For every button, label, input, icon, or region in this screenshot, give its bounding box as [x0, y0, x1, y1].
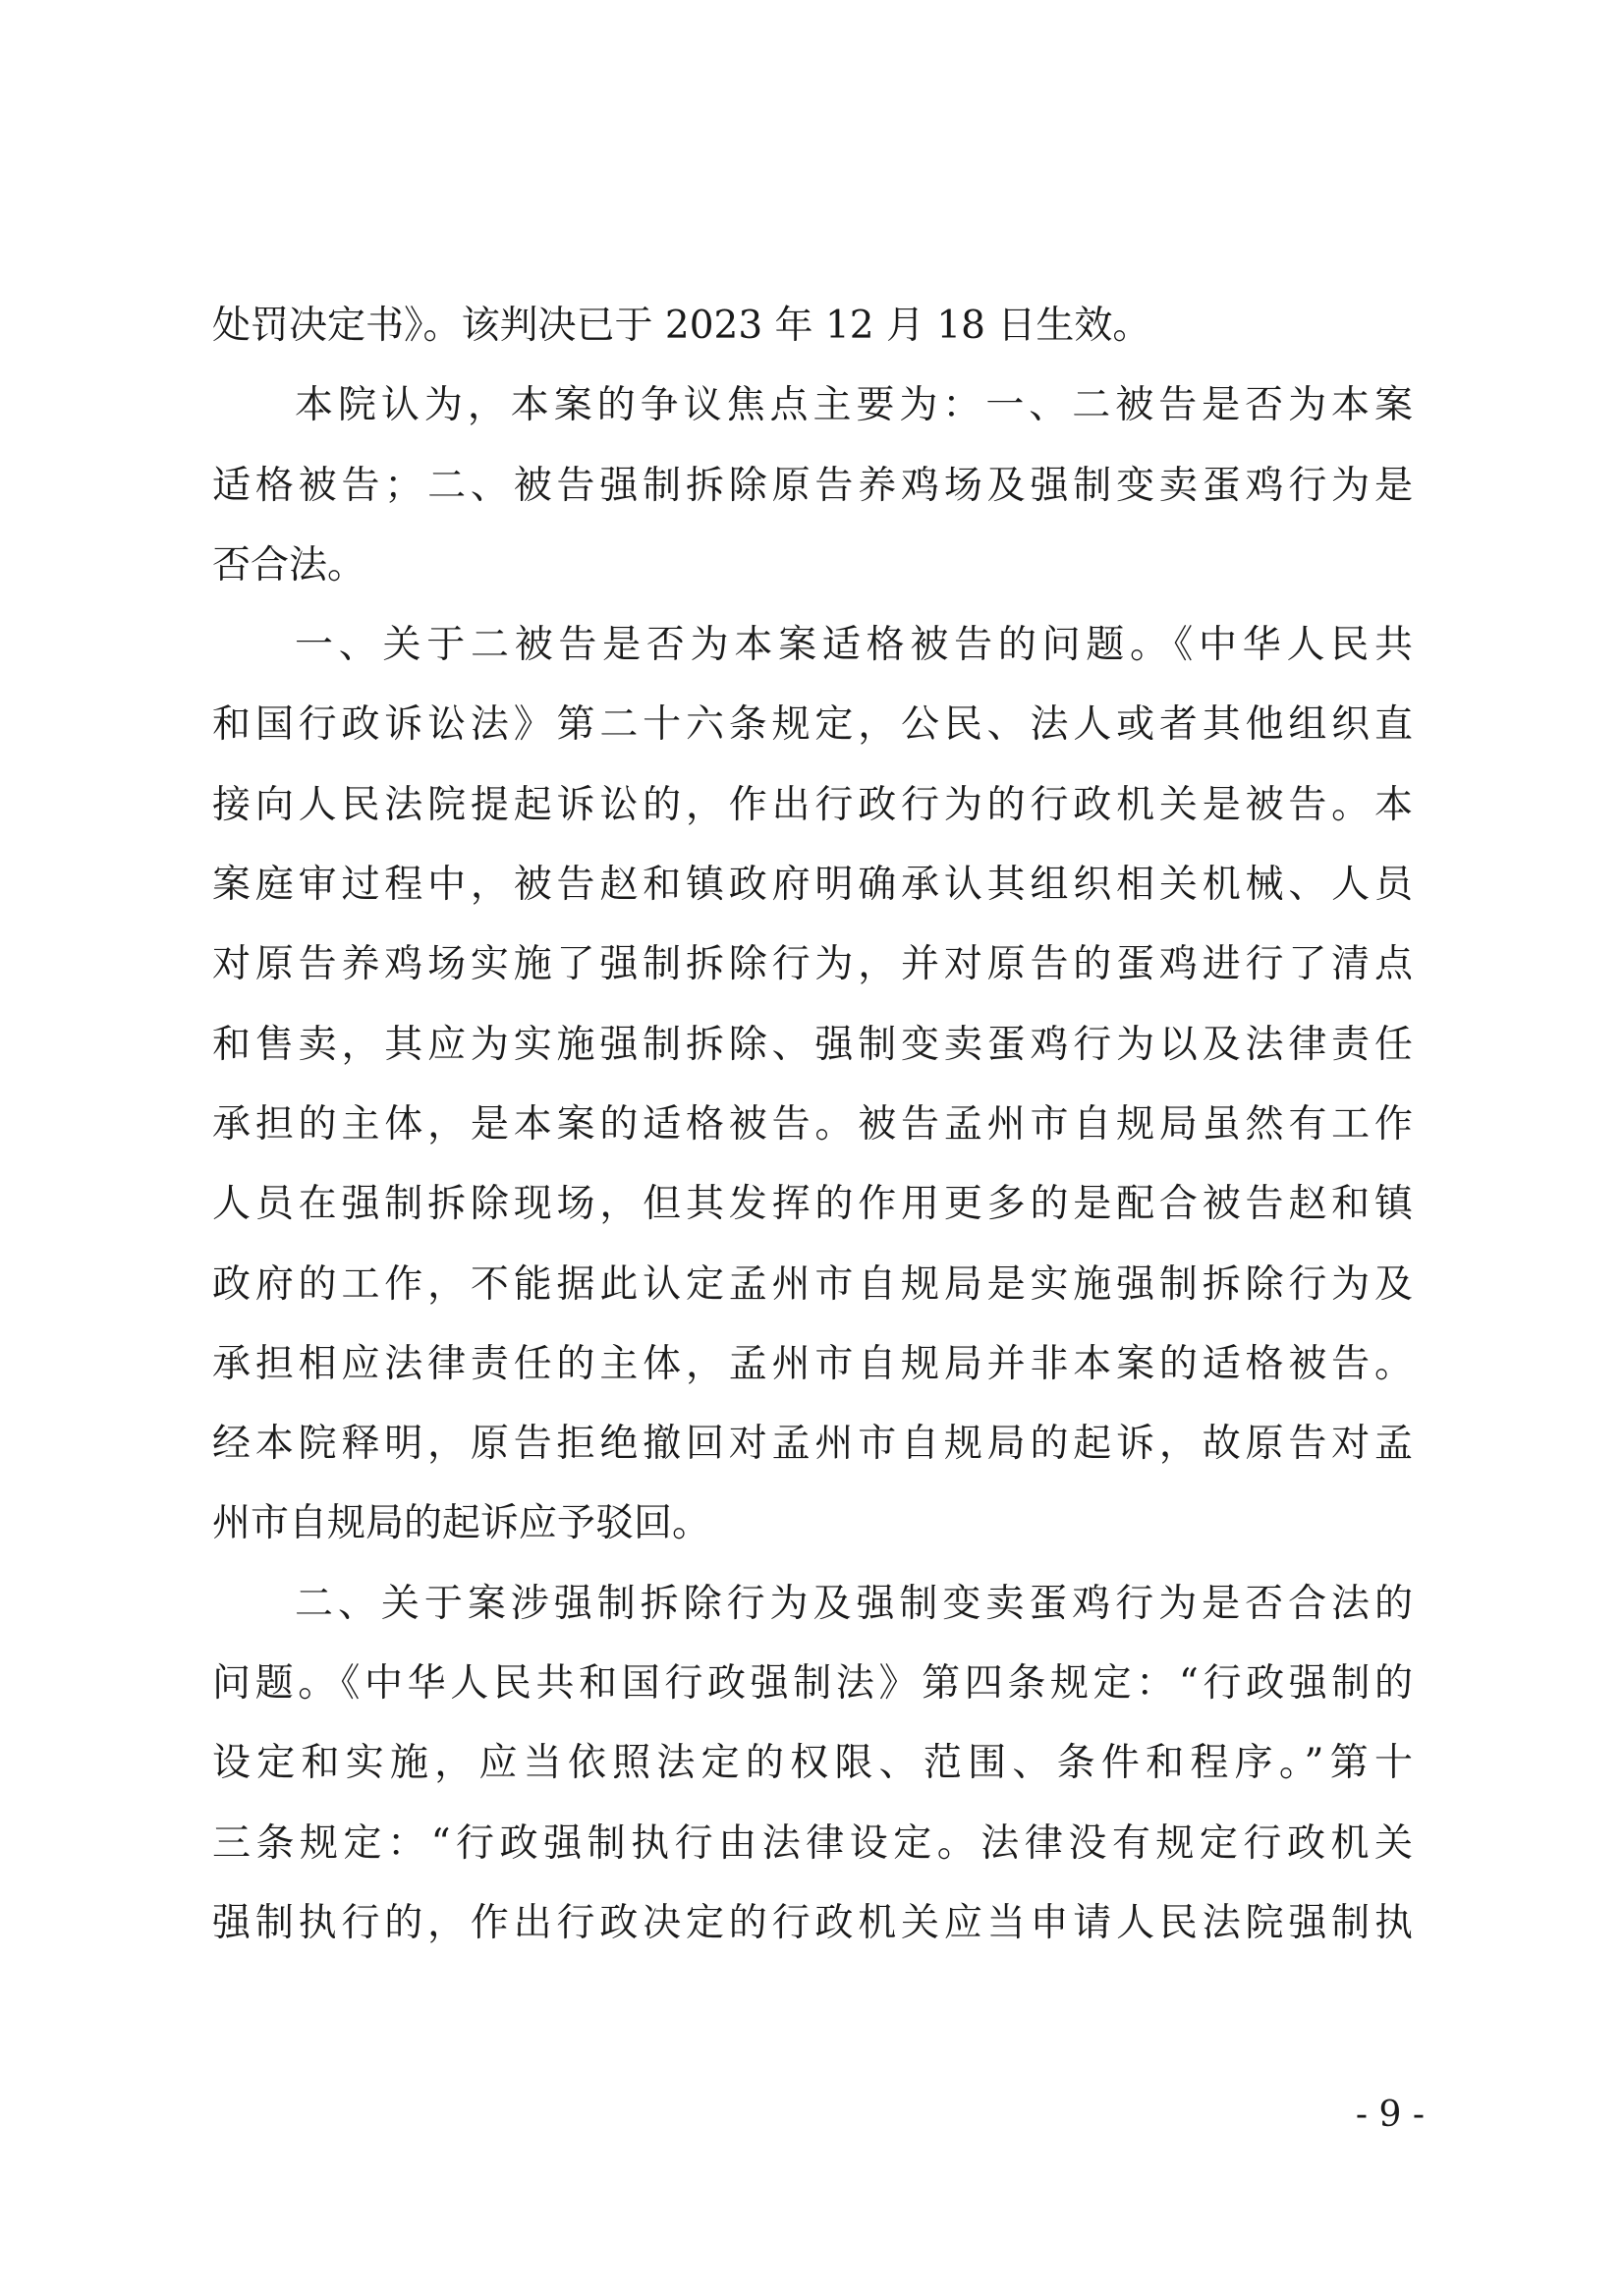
paragraph-4-line-1: 二、关于案涉强制拆除行为及强制变卖蛋鸡行为是否合法的 [295, 1581, 1413, 1626]
paragraph-3-line-5: 对原告养鸡场实施了强制拆除行为，并对原告的蛋鸡进行了清点 [212, 942, 1413, 987]
paragraph-3-line-7: 承担的主体，是本案的适格被告。被告孟州市自规局虽然有工作 [212, 1101, 1413, 1147]
paragraph-2-line-1: 本院认为，本案的争议焦点主要为：一、二被告是否为本案 [295, 383, 1413, 428]
paragraph-2-line-3: 否合法。 [212, 542, 366, 588]
paragraph-4-line-4: 三条规定：“行政强制执行由法律设定。法律没有规定行政机关 [212, 1820, 1413, 1866]
paragraph-3-line-1: 一、关于二被告是否为本案适格被告的问题。《中华人民共 [295, 623, 1413, 668]
paragraph-2-line-2: 适格被告；二、被告强制拆除原告养鸡场及强制变卖蛋鸡行为是 [212, 463, 1413, 508]
paragraph-3-line-9: 政府的工作，不能据此认定孟州市自规局是实施强制拆除行为及 [212, 1261, 1413, 1307]
paragraph-3-line-12: 州市自规局的起诉应予驳回。 [212, 1501, 711, 1546]
body-text [212, 286, 1413, 1963]
paragraph-3-line-8: 人员在强制拆除现场，但其发挥的作用更多的是配合被告赵和镇 [212, 1182, 1413, 1227]
paragraph-3-line-2: 和国行政诉讼法》第二十六条规定，公民、法人或者其他组织直 [212, 702, 1413, 748]
paragraph-3-line-10: 承担相应法律责任的主体，孟州市自规局并非本案的适格被告。 [212, 1341, 1413, 1386]
paragraph-4-line-3: 设定和实施，应当依照法定的权限、范围、条件和程序。”第十 [212, 1741, 1413, 1786]
paragraph-3-line-6: 和售卖，其应为实施强制拆除、强制变卖蛋鸡行为以及法律责任 [212, 1022, 1413, 1067]
paragraph-3-line-11: 经本院释明，原告拒绝撤回对孟州市自规局的起诉，故原告对孟 [212, 1422, 1413, 1467]
paragraph-3-line-4: 案庭审过程中，被告赵和镇政府明确承认其组织相关机械、人员 [212, 863, 1413, 908]
paragraph-4-line-5: 强制执行的，作出行政决定的行政机关应当申请人民法院强制执 [212, 1900, 1413, 1945]
page-number: - 9 - [1355, 2095, 1425, 2135]
paragraph-3-line-3: 接向人民法院提起诉讼的，作出行政行为的行政机关是被告。本 [212, 782, 1413, 827]
paragraph-4-line-2: 问题。《中华人民共和国行政强制法》第四条规定：“行政强制的 [212, 1661, 1413, 1707]
paragraph-1-line-1: 处罚决定书》。该判决已于 2023 年 12 月 18 日生效。 [212, 304, 1151, 348]
